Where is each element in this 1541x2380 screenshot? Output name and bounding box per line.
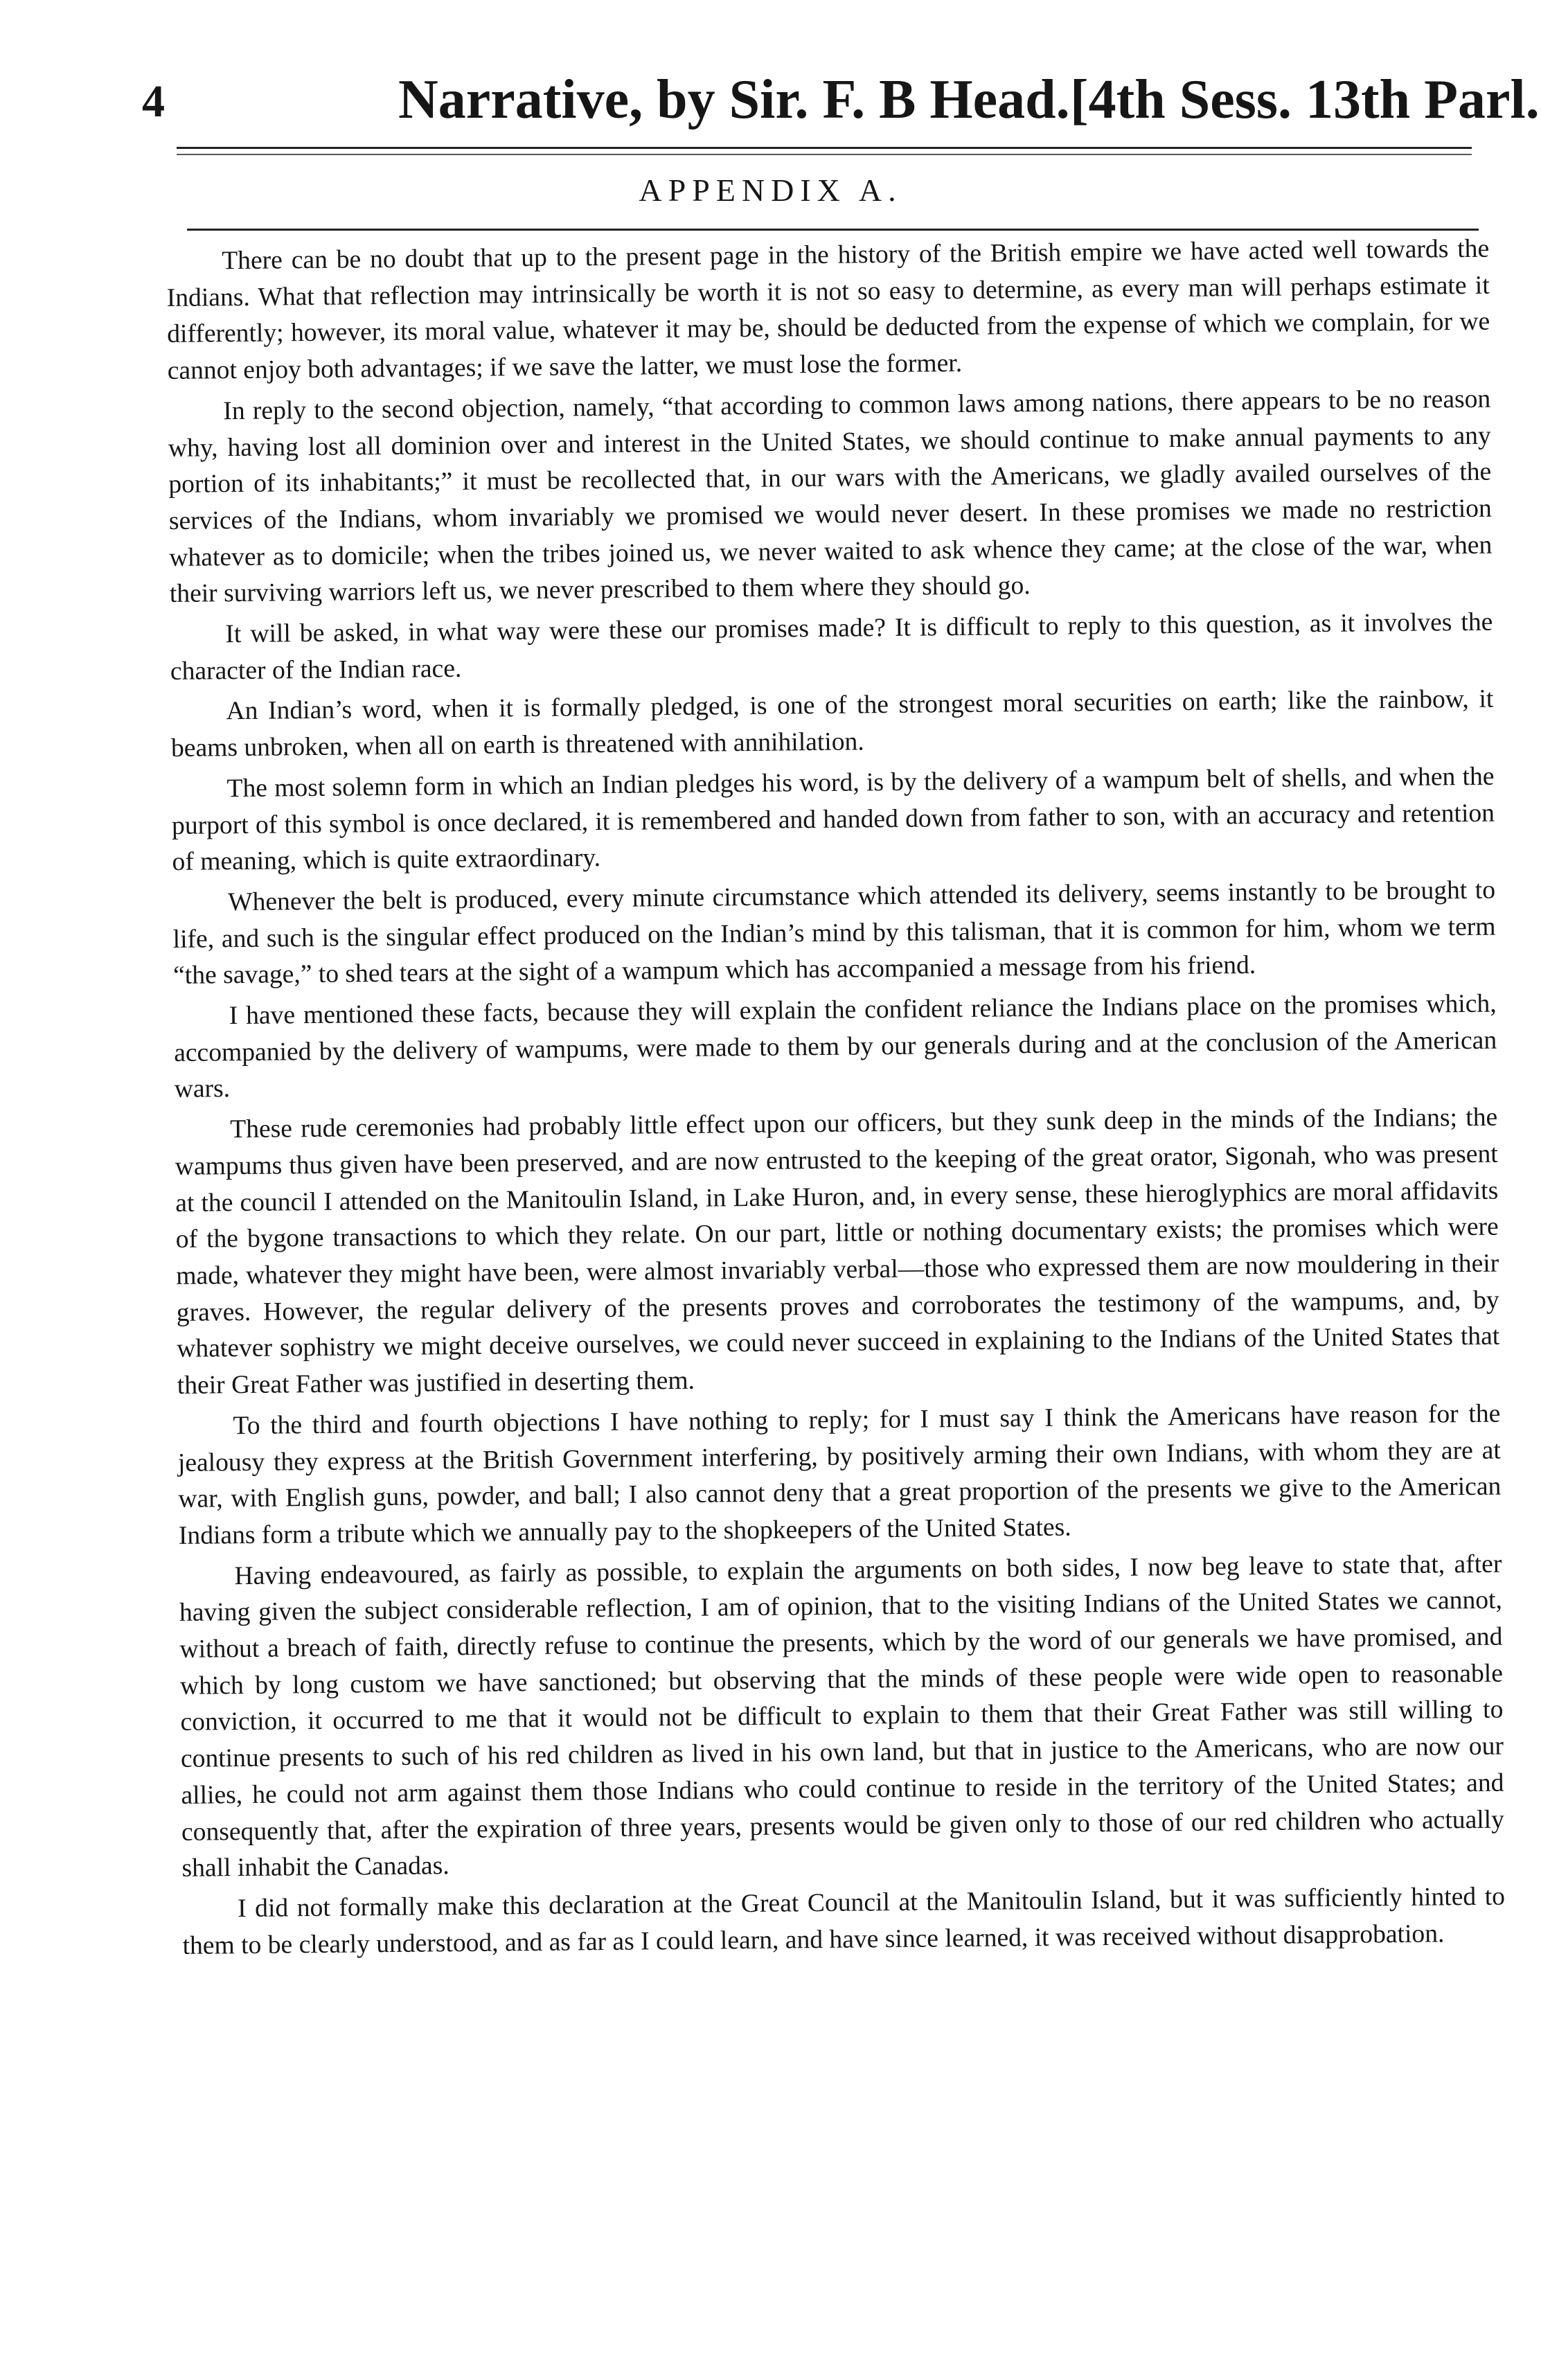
paragraph: Whenever the belt is produced, every minute circumstance which attended its delivery, seems instantly to be brought to life, and such is the singular effect produced on the Indian’s mind by this talisman, that it is common for him, whom we term “the savage,” to shed tears at the sight of a wampum which has accompanied a message from his friend.: [172, 876, 1496, 991]
paragraph: Having endeavoured, as fairly as possible, to explain the arguments on both sides, I now beg leave to state that, after having given the subject considerable reflection, I am of opinion, that to the visiting Indians of the United States we cannot, without a breach of faith, directly refuse to continue the presents, which by the word of our generals we have promised, and which by long custom we have sanctioned; but observing that the minds of these people were wide open to reasonable conviction, it occurred to me that it would not be difficult to explain to them that their Great Father was still willing to continue presents to such of his red children as lived in his own land, but that in justice to the Americans, who are now our allies, he could not arm against them those Indians who could continue to reside in the territory of the United States; and consequently that, after the expiration of three years, presents would be given only to those of our red children who actually shall inhabit the Canadas.: [179, 1549, 1505, 1883]
body-text: [166, 231, 1506, 1969]
paragraph: To the third and fourth objections I have nothing to reply; for I must say I think the Americans have reason for the jealousy they express at the British Government interfering, by positively arming their own Indians, with whom they are at war, with English guns, powder, and ball; I also cannot deny that a great proportion of the presents we give to the American Indians form a tribute which we annually pay to the shopkeepers of the United States.: [177, 1399, 1502, 1550]
appendix-title: APPENDIX A.: [639, 172, 902, 208]
paragraph: There can be no doubt that up to the present page in the history of the British empire we have acted well towards the Indians. What that reflection may intrinsically be worth it is not so easy to determine, as every man will perhaps estimate it differently; however, its moral value, whatever it may be, should be deducted from the expense of which we complain, for we cannot enjoy both advantages; if we save the latter, we must lose the former.: [166, 234, 1490, 386]
running-title: Narrative, by Sir. F. B Head.: [398, 69, 1070, 130]
page-number: 4: [142, 76, 165, 127]
paragraph: The most solemn form in which an Indian pledges his word, is by the delivery of a wampum belt of shells, and when the purport of this symbol is once declared, it is remembered and handed down from father to son, with an accuracy and retention of meaning, which is quite extraordinary.: [171, 762, 1495, 877]
title-rule: [187, 229, 1479, 231]
paragraph: I did not formally make this declaration at the Great Council at the Manitoulin Island, but it was sufficiently hinted to them to be clearly understood, and as far as I could learn, and have since learned, it was received without disapprobation.: [182, 1882, 1506, 1960]
paragraph: An Indian’s word, when it is formally pledged, is one of the strongest moral securities on earth; like the rainbow, it beams unbroken, when all on earth is threatened with annihilation.: [170, 685, 1494, 763]
header-double-rule: [177, 147, 1472, 155]
paragraph: In reply to the second objection, namely, “that according to common laws among nations, there appears to be no reason why, having lost all dominion over and interest in the United States, we should continue to make annual payments to any portion of its inhabitants;” it must be recollected that, in our wars with the Americans, we gladly availed ourselves of the services of the Indians, whom invariably we promised we would never desert. In these promises we made no restriction whatever as to domicile; when the tribes joined us, we never waited to ask whence they came; at the close of the war, when their surviving warriors left us, we never prescribed to them where they should go.: [168, 384, 1493, 609]
paragraph: I have mentioned these facts, because they will explain the confident reliance the Indians place on the promises which, accompanied by the delivery of wampums, were made to them by our generals during and at the conclusion of the American wars.: [174, 989, 1497, 1104]
paragraph: It will be asked, in what way were these our promises made? It is difficult to reply to this question, as it involves the character of the Indian race.: [170, 607, 1493, 686]
session-label: [4th Sess. 13th Parl.: [1070, 69, 1540, 130]
running-head: [142, 69, 1540, 145]
paragraph: These rude ceremonies had probably little effect upon our officers, but they sunk deep in the minds of the Indians; the wampums thus given have been preserved, and are now entrusted to the keeping of the great orator, Sigonah, who was present at the council I attended on the Manitoulin Island, in Lake Huron, and, in every sense, these hieroglyphics are moral affidavits of the bygone transactions to which they relate. On our part, little or nothing documentary exists; the promises which were made, whatever they might have been, were almost invariably verbal—those who expressed them are now mouldering in their graves. However, the regular delivery of the presents proves and corroborates the testimony of the wampums, and, by whatever sophistry we might deceive ourselves, we could never succeed in explaining to the Indians of the United States that their Great Father was justified in deserting them.: [175, 1103, 1500, 1401]
